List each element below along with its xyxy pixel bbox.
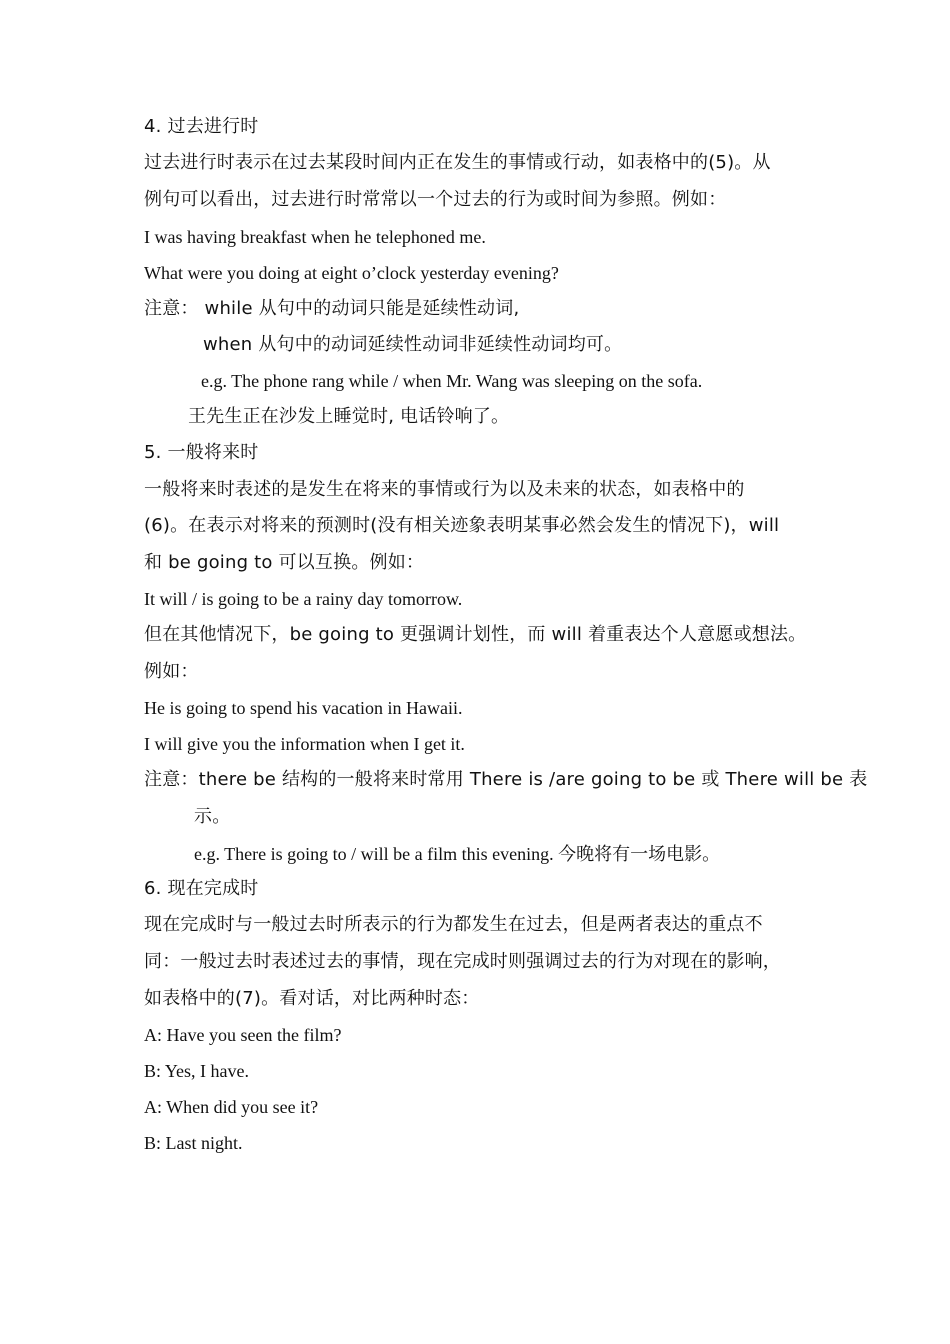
example-sentence: What were you doing at eight o’clock yesterday evening? xyxy=(144,263,559,283)
paragraph-line: 和 be going to 可以互换。例如： xyxy=(144,552,425,573)
example-sentence: He is going to spend his vacation in Hawaii. xyxy=(144,698,463,718)
section-heading-simple-future: 5. 一般将来时 xyxy=(144,442,259,463)
paragraph-line: 例句可以看出，过去进行时常常以一个过去的行为或时间为参照。例如： xyxy=(144,189,727,210)
note-line: 注意： while 从句中的动词只能是延续性动词, xyxy=(144,298,520,319)
note-example: e.g. The phone rang while / when Mr. Wang was sleeping on the sofa. xyxy=(201,371,703,391)
example-sentence: I will give you the information when I get it. xyxy=(144,734,465,754)
example-sentence: I was having breakfast when he telephoned me. xyxy=(144,227,486,247)
dialogue-line: B: Yes, I have. xyxy=(144,1061,250,1081)
paragraph-line: 同：一般过去时表述过去的事情，现在完成时则强调过去的行为对现在的影响， xyxy=(144,951,781,972)
dialogue-line: A: When did you see it? xyxy=(144,1097,319,1117)
paragraph-line: 现在完成时与一般过去时所表示的行为都发生在过去，但是两者表达的重点不 xyxy=(144,914,763,935)
paragraph-line: 但在其他情况下，be going to 更强调计划性，而 will 着重表达个人意愿或想法。 xyxy=(144,624,807,645)
note-translation: 王先生正在沙发上睡觉时, 电话铃响了。 xyxy=(188,406,510,427)
note-example: e.g. There is going to / will be a film this evening. 今晚将有一场电影。 xyxy=(194,844,721,864)
paragraph-line: 如表格中的(7)。看对话，对比两种时态： xyxy=(144,988,480,1009)
paragraph-line: 例如： xyxy=(144,661,199,682)
note-line: when 从句中的动词延续性动词非延续性动词均可。 xyxy=(203,334,623,355)
note-line: 示。 xyxy=(194,806,231,827)
dialogue-line: B: Last night. xyxy=(144,1133,243,1153)
paragraph-line: (6)。在表示对将来的预测时(没有相关迹象表明某事必然会发生的情况下)，will xyxy=(144,515,780,536)
section-heading-past-continuous: 4. 过去进行时 xyxy=(144,116,259,137)
paragraph-line: 过去进行时表示在过去某段时间内正在发生的事情或行动，如表格中的(5)。从 xyxy=(144,152,771,173)
paragraph-line: 一般将来时表述的是发生在将来的事情或行为以及未来的状态，如表格中的 xyxy=(144,479,745,500)
example-sentence: It will / is going to be a rainy day tomorrow. xyxy=(144,589,463,609)
section-heading-present-perfect: 6. 现在完成时 xyxy=(144,878,259,899)
dialogue-line: A: Have you seen the film? xyxy=(144,1025,342,1045)
note-line: 注意：there be 结构的一般将来时常用 There is /are going to be 或 There will be 表 xyxy=(144,769,868,790)
